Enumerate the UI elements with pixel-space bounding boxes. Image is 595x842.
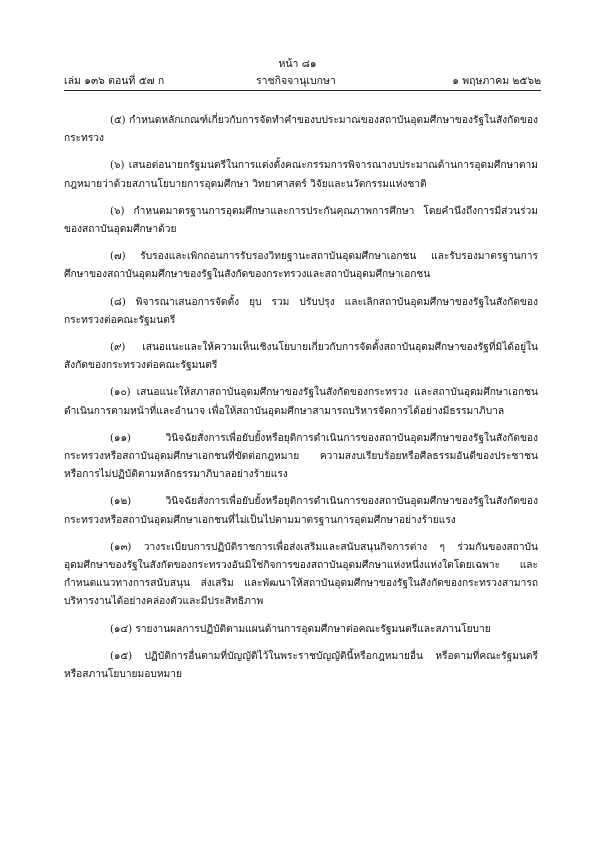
paragraph-5: (๕) กำหนดหลักเกณฑ์เกี่ยวกับการจัดทำคำของบประมาณของสถาบันอุดมศึกษาของรัฐในสังกัดของกระทรวง <box>64 115 538 145</box>
paragraph-10: (๑๐) เสนอแนะให้สภาสถาบันอุดมศึกษาของรัฐในสังกัดของกระทรวง และสถาบันอุดมศึกษาเอกชนดำเนินการตามหน้าที่และอำนาจ เพื่อให้สถาบันอุดมศึกษาสามารถบริหารจัดการได้อย่างมีธรรมาภิบาล <box>64 387 538 417</box>
publication-title: ราชกิจจานุเบกษา <box>256 75 336 87</box>
body-text <box>64 112 538 693</box>
paragraph-7: (๗) รับรองและเพิกถอนการรับรองวิทยฐานะสถาบันอุดมศึกษาเอกชน และรับรองมาตรฐานการศึกษาของสถาบันอุดมศึกษาของรัฐในสังกัดของกระทรวงและสถาบันอุดมศึกษาเอกชน <box>64 251 538 281</box>
paragraph-12: (๑๒) วินิจฉัยสั่งการเพื่อยับยั้งหรือยุติการดำเนินการของสถาบันอุดมศึกษาของรัฐในสังกัดของกระทรวงหรือสถาบันอุดมศึกษาเอกชนที่ไม่เป็นไปตามมาตรฐานการอุดมศึกษาอย่างร้ายแรง <box>64 496 538 526</box>
paragraph-11: (๑๑) วินิจฉัยสั่งการเพื่อยับยั้งหรือยุติการดำเนินการของสถาบันอุดมศึกษาของรัฐในสังกัดของกระทรวงหรือสถาบันอุดมศึกษาเอกชนที่ขัดต่อกฎหมาย ความสงบเรียบร้อยหรือศีลธรรมอันดีของประชาชน หรือการไม่ปฏิบัติตามหลักธรรมาภิบาลอย่างร้ายแรง <box>64 432 538 481</box>
paragraph-6b: (๖) กำหนดมาตรฐานการอุดมศึกษาและการประกันคุณภาพการศึกษา โดยคำนึงถึงการมีส่วนร่วมของสถาบันอุดมศึกษาด้วย <box>64 205 538 236</box>
page-number: หน้า ๘๑ <box>278 58 317 70</box>
paragraph-15: (๑๕) ปฏิบัติการอื่นตามที่บัญญัติไว้ในพระราชบัญญัตินี้หรือกฎหมายอื่น หรือตามที่คณะรัฐมนตรีหรือสภานโยบายมอบหมาย <box>64 650 538 681</box>
paragraph-14: (๑๔) รายงานผลการปฏิบัติตามแผนด้านการอุดมศึกษาต่อคณะรัฐมนตรีและสภานโยบาย <box>110 623 491 635</box>
paragraph-9: (๙) เสนอแนะและให้ความเห็นเชิงนโยบายเกี่ยวกับการจัดตั้งสถาบันอุดมศึกษาของรัฐที่มิได้อยู่ในสังกัดของกระทรวงต่อคณะรัฐมนตรี <box>64 342 538 372</box>
publication-date: ๑ พฤษภาคม ๒๕๖๒ <box>452 75 541 87</box>
header-divider <box>64 90 541 91</box>
volume-issue: เล่ม ๑๓๖ ตอนที่ ๕๗ ก <box>64 75 165 87</box>
paragraph-8: (๘) พิจารณาเสนอการจัดตั้ง ยุบ รวม ปรับปรุง และเลิกสถาบันอุดมศึกษาของรัฐในสังกัดของกระทรวงต่อคณะรัฐมนตรี <box>64 296 538 326</box>
gazette-header <box>64 74 541 88</box>
paragraph-13: (๑๓) วางระเบียบการปฏิบัติราชการเพื่อส่งเสริมและสนับสนุนกิจการต่าง ๆ ร่วมกันของสถาบันอุดมศึกษาของรัฐในสังกัดของกระทรวงอันมิใช่กิจการของสถาบันอุดมศึกษาแห่งหนึ่งแห่งใดโดยเฉพาะ และกำหนดแนวทางการสนับสนุน ส่งเสริม และพัฒนาให้สถาบันอุดมศึกษาของรัฐในสังกัดของกระทรวงสามารถบริหารงานได้อย่างคล่องตัวและมีประสิทธิภาพ <box>64 541 538 608</box>
paragraph-6a: (๖) เสนอต่อนายกรัฐมนตรีในการแต่งตั้งคณะกรรมการพิจารณางบประมาณด้านการอุดมศึกษาตามกฎหมายว่าด้วยสภานโยบายการอุดมศึกษา วิทยาศาสตร์ วิจัยและนวัตกรรมแห่งชาติ <box>64 160 538 190</box>
